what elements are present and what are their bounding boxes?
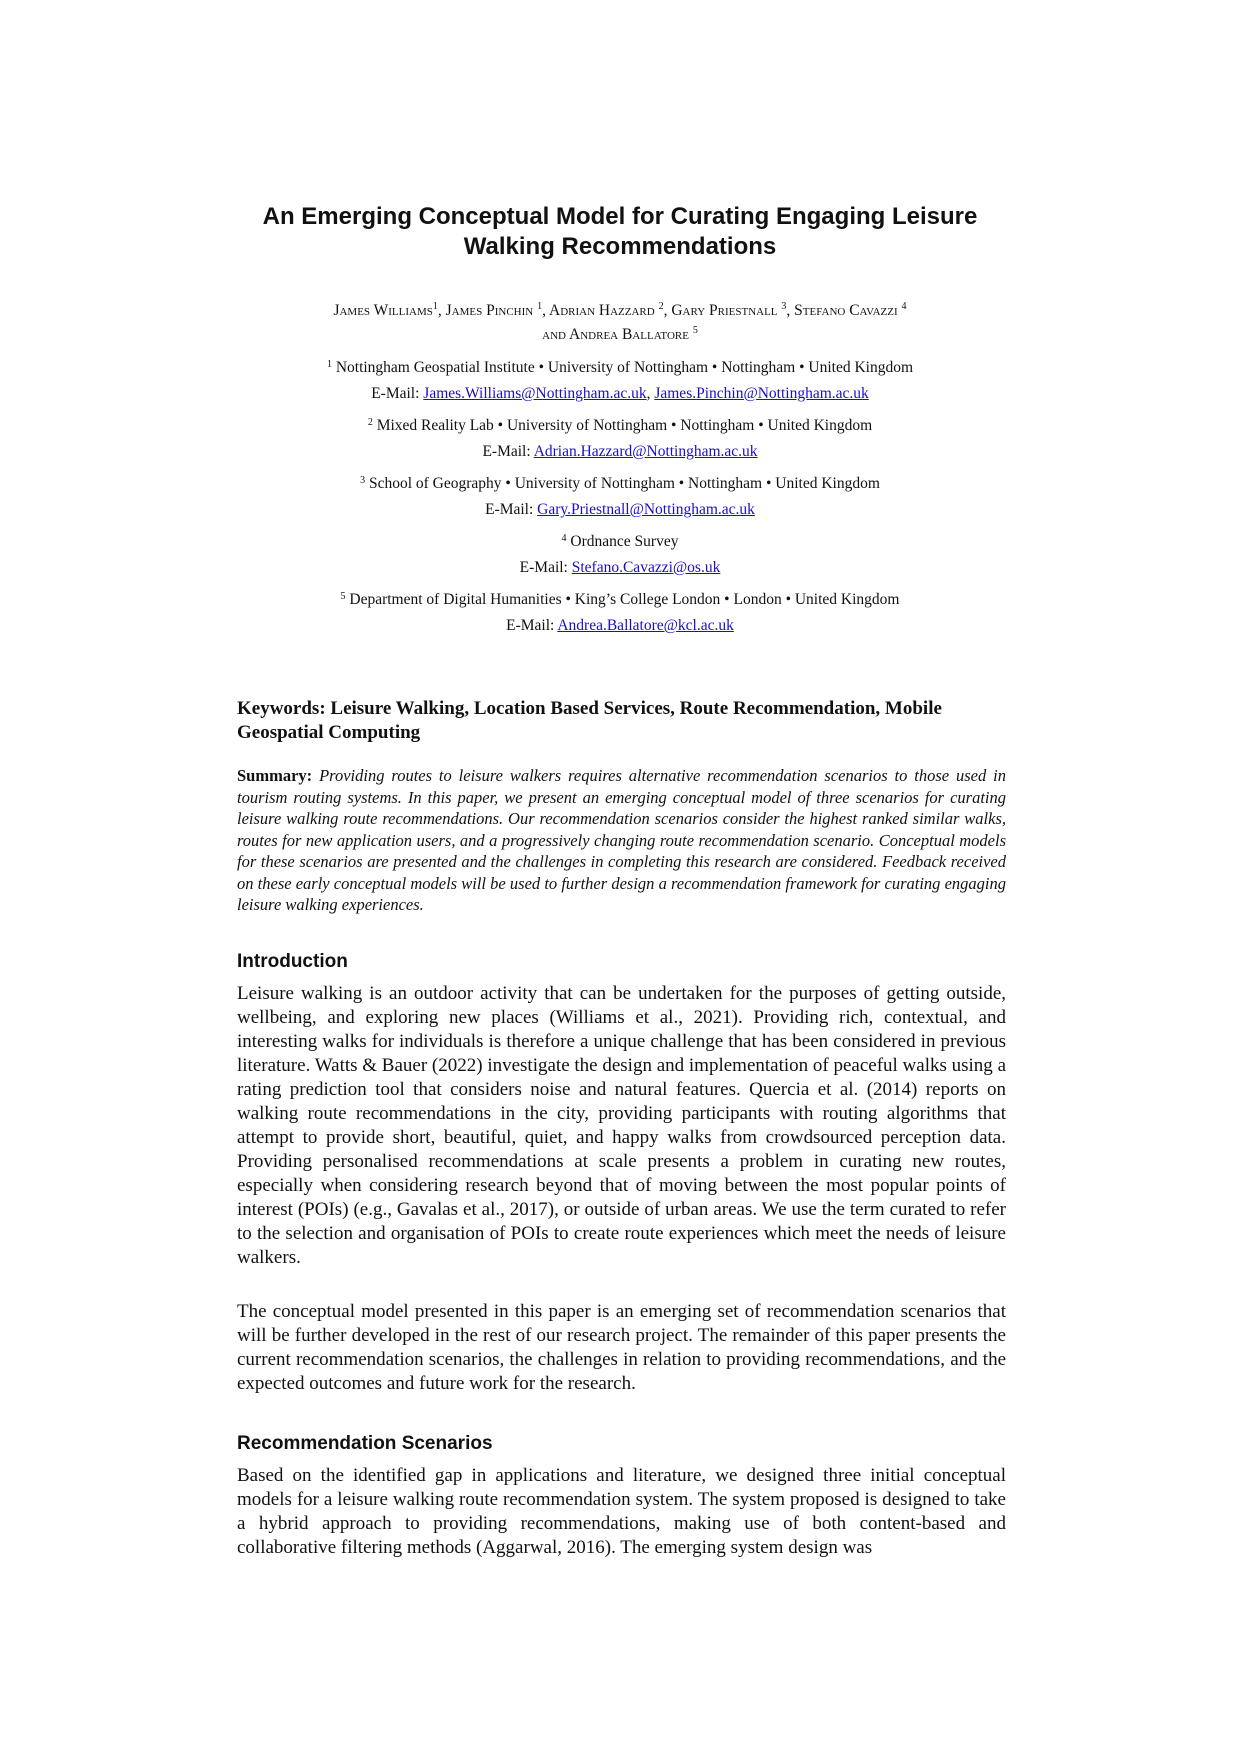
section-heading-recommendation-scenarios: Recommendation Scenarios bbox=[237, 1433, 493, 1454]
introduction-paragraph: The conceptual model presented in this paper is an emerging set of recommendation scenarios that will be further developed in the rest of our research project. The remainder of this paper presents the current recommendation scenarios, the challenges in relation to providing recommendations, and the expected outcomes and future work for the research. bbox=[237, 1301, 1006, 1394]
author: Gary Priestnall $^3$, bbox=[671, 301, 795, 320]
affiliation-email: E-Mail: Gary.Priestnall@Nottingham.ac.uk bbox=[485, 501, 755, 518]
email-link[interactable]: Adrian.Hazzard@Nottingham.ac.uk bbox=[533, 443, 758, 460]
affiliation: $^5$ Department of Digital Humanities • King’s College London • London • United Kingdom bbox=[340, 591, 900, 608]
email-link[interactable]: Andrea.Ballatore@kcl.ac.uk bbox=[557, 617, 734, 634]
author-list bbox=[230, 297, 1010, 345]
affiliation-email: E-Mail: Adrian.Hazzard@Nottingham.ac.uk bbox=[482, 443, 758, 460]
scenarios-paragraph: Based on the identified gap in applications and literature, we designed three initial conceptual models for a leisure walking route recommendation system. The system proposed is designed to take a hybrid approach to providing recommendations, making use of both content-based and collaborative filtering methods (Aggarwal, 2016). The emerging system design was bbox=[237, 1465, 1006, 1558]
affiliation-list bbox=[230, 355, 1010, 645]
email-link[interactable]: Stefano.Cavazzi@os.uk bbox=[571, 559, 721, 576]
summary-text: Providing routes to leisure walkers requires alternative recommendation scenarios to those used in tourism routing systems. In this paper, we present an emerging conceptual model of three scenarios for curating leisure walking route recommendations. Our recommendation scenarios consider the highest ranked similar walks, routes for new application users, and a progressively changing route recommendation scenario. Conceptual models for these scenarios are presented and the challenges in completing this research are considered. Feedback received on these early conceptual models will be used to further design a recommendation framework for curating engaging leisure walking experiences. bbox=[237, 766, 1007, 914]
summary-label: Summary: bbox=[237, 766, 313, 785]
affiliation-email: E-Mail: Stefano.Cavazzi@os.uk bbox=[519, 559, 721, 576]
summary bbox=[237, 765, 1006, 916]
paper-title: An Emerging Conceptual Model for Curating Engaging Leisure Walking Recommendations bbox=[262, 203, 978, 260]
email-link[interactable]: Gary.Priestnall@Nottingham.ac.uk bbox=[537, 501, 755, 518]
affiliation-email: E-Mail: James.Williams@Nottingham.ac.uk, James.Pinchin@Nottingham.ac.uk bbox=[371, 385, 869, 402]
affiliation: $^4$ Ordnance Survey bbox=[561, 533, 679, 550]
author: Stefano Cavazzi $^4$ bbox=[794, 301, 907, 320]
author: Adrian Hazzard $^2$, bbox=[549, 301, 672, 320]
email-link[interactable]: James.Williams@Nottingham.ac.uk bbox=[423, 385, 647, 402]
affiliation: $^2$ Mixed Reality Lab • University of Nottingham • Nottingham • United Kingdom bbox=[367, 417, 873, 434]
affiliation-email: E-Mail: Andrea.Ballatore@kcl.ac.uk bbox=[506, 617, 734, 634]
section-heading-introduction: Introduction bbox=[237, 951, 348, 972]
introduction-paragraph: Leisure walking is an outdoor activity that can be undertaken for the purposes of getting outside, wellbeing, and exploring new places (Williams et al., 2021). Providing rich, contextual, and interesting walks for individuals is therefore a unique challenge that has been considered in previous literature. Watts & Bauer (2022) investigate the design and implementation of peaceful walks using a rating prediction tool that considers noise and natural features. Quercia et al. (2014) reports on walking route recommendations in the city, providing participants with routing algorithms that attempt to provide short, beautiful, quiet, and happy walks from crowdsourced perception data. Providing personalised recommendations at scale presents a problem in curating new routes, especially when considering research beyond that of moving between the most popular points of interest (POIs) (e.g., Gavalas et al., 2017), or outside of urban areas. We use the term curated to refer to the selection and organisation of POIs to create route experiences which meet the needs of leisure walkers. bbox=[237, 983, 1006, 1268]
author: and Andrea Ballatore $^5$ bbox=[542, 325, 698, 344]
email-link[interactable]: James.Pinchin@Nottingham.ac.uk bbox=[654, 385, 869, 402]
affiliation: $^1$ Nottingham Geospatial Institute • University of Nottingham • Nottingham • United Kingdom bbox=[326, 359, 914, 376]
keywords: Keywords: Leisure Walking, Location Based Services, Route Recommendation, Mobile Geospatial Computing bbox=[237, 698, 942, 743]
author: James Pinchin $^1$, bbox=[445, 301, 549, 320]
author: James Williams$^1$, bbox=[333, 301, 446, 320]
affiliation: $^3$ School of Geography • University of Nottingham • Nottingham • United Kingdom bbox=[360, 475, 880, 492]
